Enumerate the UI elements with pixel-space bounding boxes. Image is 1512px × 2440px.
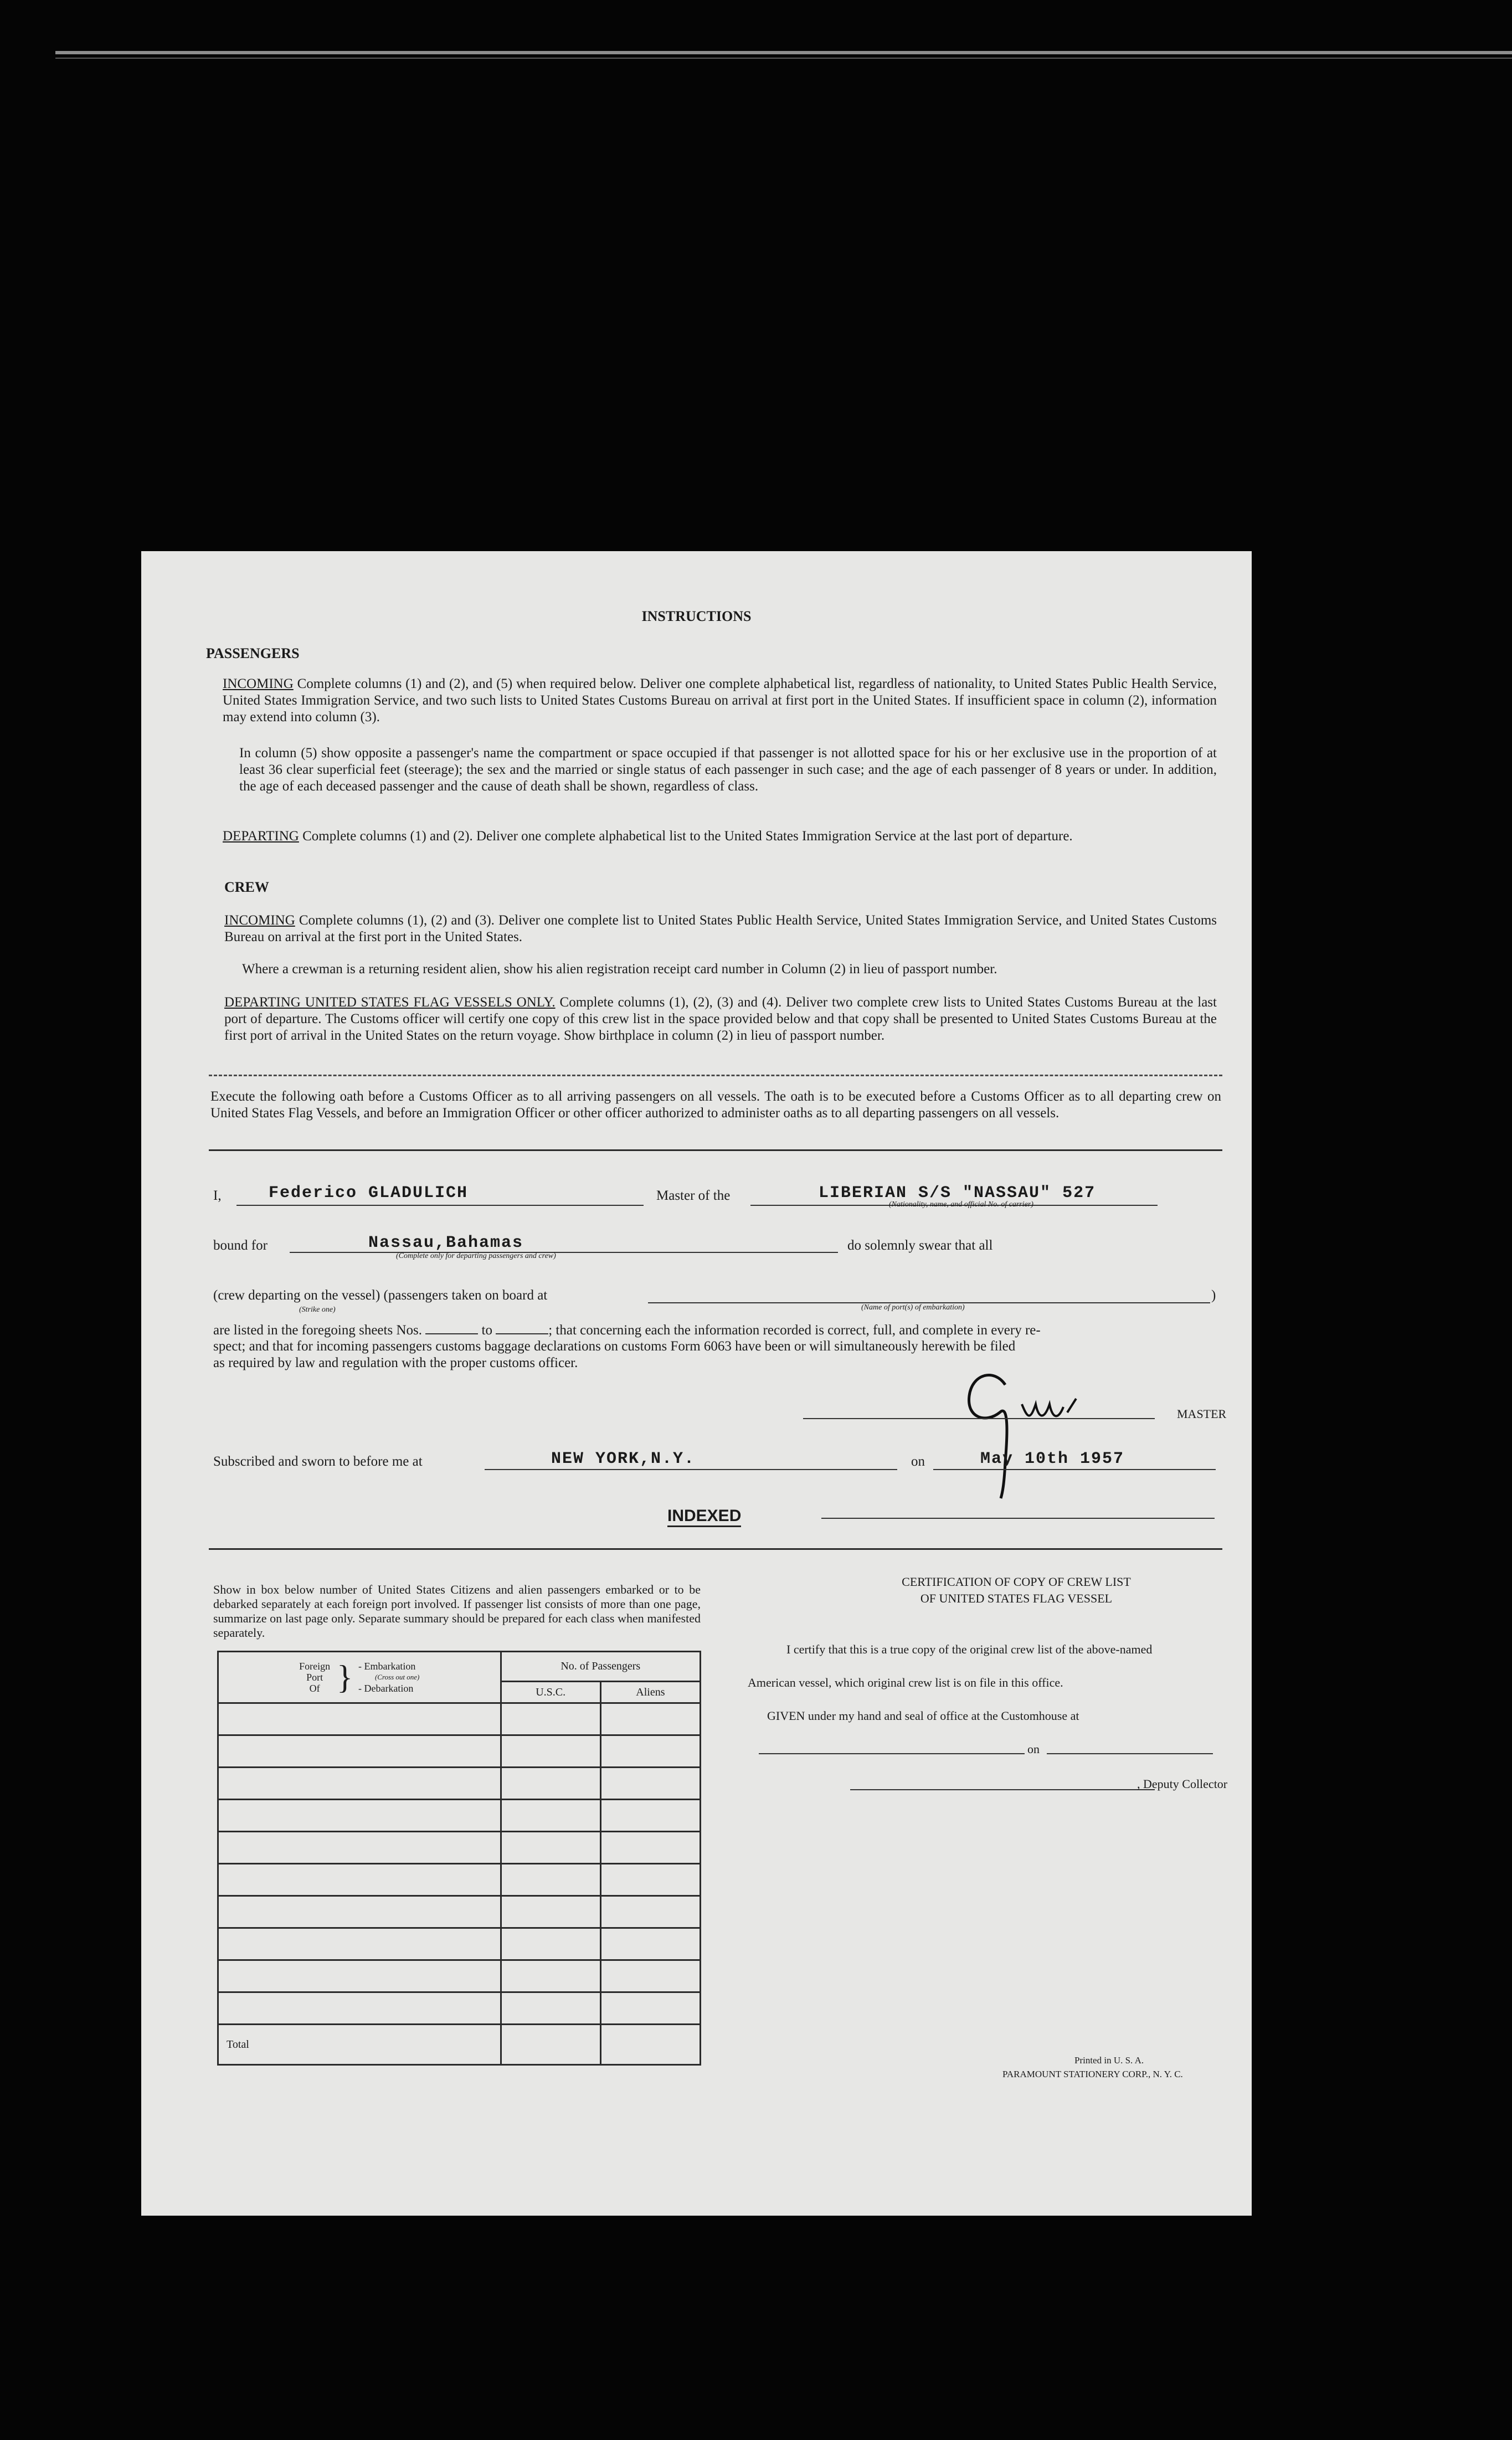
- table-row: [218, 1992, 701, 2025]
- table-row: [218, 1960, 701, 1992]
- bound-for-label: bound for: [213, 1238, 268, 1253]
- incoming-label: INCOMING: [223, 676, 294, 691]
- aliens-header: Aliens: [600, 1682, 700, 1703]
- vessel-caption: (Nationality, name, and official No. of carrier): [889, 1200, 1033, 1209]
- fill-line: [821, 1518, 1215, 1519]
- fill-line: [850, 1789, 1155, 1790]
- certification-text-1: I certify that this is a true copy of the original crew list of the above-named: [786, 1642, 1153, 1656]
- oath-intro: Execute the following oath before a Customs Officer as to all arriving passengers on all vessels. The oath is to be executed before a Customs Officer as to all departing crew on United States Flag Vessels, and before an Immigration Officer or other officer authorized to administer oaths as to all departing passengers on all vessels.: [210, 1089, 1221, 1121]
- printed-in-usa: Printed in U. S. A.: [1074, 2055, 1144, 2066]
- crew-heading: CREW: [224, 879, 269, 895]
- vessel-name: LIBERIAN S/S "NASSAU" 527: [819, 1184, 1096, 1203]
- passengers-heading: PASSENGERS: [206, 645, 300, 661]
- divider: [209, 1075, 1222, 1076]
- crew-resident-paragraph: Where a crewman is a returning resident alien, show his alien registration receipt card number in Column (2) in lieu of passport number.: [242, 962, 997, 977]
- passenger-summary-table: [217, 1651, 701, 2066]
- crew-departing-label: DEPARTING UNITED STATES FLAG VESSELS ONLY.: [224, 995, 556, 1010]
- divider: [209, 1548, 1222, 1550]
- destination-caption: (Complete only for departing passengers and crew): [396, 1252, 556, 1260]
- sheet-from-field: [425, 1323, 478, 1334]
- port-header-line-2: Port: [306, 1672, 323, 1683]
- cross-out-label: (Cross out one): [374, 1673, 420, 1681]
- fill-line: [485, 1469, 897, 1470]
- table-row: [218, 1735, 701, 1768]
- master-label: MASTER: [1177, 1407, 1227, 1421]
- sheet-to-field: [496, 1323, 548, 1334]
- fill-line: [236, 1205, 644, 1206]
- subscribed-label: Subscribed and sworn to before me at: [213, 1454, 423, 1469]
- no-passengers-header: No. of Passengers: [501, 1652, 700, 1682]
- sheets-prefix: are listed in the foregoing sheets Nos.: [213, 1323, 422, 1338]
- crew-incoming-text: Complete columns (1), (2) and (3). Deliver one complete list to United States Public Health Service, United States Immigration Service, and United States Customs Bureau on arrival at the first port in the United States.: [224, 913, 1217, 944]
- destination: Nassau,Bahamas: [368, 1234, 524, 1252]
- page-title: INSTRUCTIONS: [641, 608, 752, 624]
- table-row: [218, 1928, 701, 1960]
- fill-line: [290, 1252, 838, 1253]
- certification-text-2: American vessel, which original crew list is on file in this office.: [748, 1676, 1063, 1689]
- certification-title-2: OF UNITED STATES FLAG VESSEL: [920, 1591, 1113, 1605]
- master-signature: [939, 1352, 1216, 1501]
- certification-title-1: CERTIFICATION OF COPY OF CREW LIST: [902, 1575, 1131, 1589]
- fill-line: [933, 1469, 1216, 1470]
- table-row: [218, 1768, 701, 1800]
- i-label: I,: [213, 1188, 222, 1203]
- deputy-collector-label: , Deputy Collector: [1137, 1777, 1228, 1791]
- film-edge-line: [55, 58, 1512, 59]
- sworn-date: May 10th 1957: [980, 1450, 1125, 1468]
- crew-incoming-paragraph: [224, 912, 1217, 946]
- total-label: Total: [218, 2025, 501, 2065]
- indexed-stamp: INDEXED: [667, 1507, 741, 1527]
- master-name: Federico GLADULICH: [269, 1184, 469, 1203]
- table-row: [218, 1800, 701, 1832]
- crew-departing-text: Complete columns (1), (2), (3) and (4). Deliver two complete crew lists to United States Customs Bureau at the last port of departure. The Customs officer will certify one copy of this crew list in the space provided below and that copy shall be presented to United States Customs Bureau at the first port of arrival in the United States on the return voyage. Show birthplace in column (2) in lieu of passport number.: [224, 995, 1217, 1043]
- fill-line: [1047, 1753, 1213, 1754]
- certification-on-label: on: [1027, 1742, 1040, 1756]
- incoming-text: Complete columns (1) and (2), and (5) when required below. Deliver one complete alphabetical list, regardless of nationality, to United States Public Health Service, United States Immigration Service, and two such lists to United States Customs Bureau on arrival at first port in the United States. If insufficient space in column (2), information may extend into column (3).: [223, 676, 1217, 725]
- document-sheet: [141, 551, 1252, 2216]
- master-of-label: Master of the: [656, 1188, 731, 1203]
- swear-label: do solemnly swear that all: [847, 1238, 993, 1253]
- usc-header: U.S.C.: [501, 1682, 600, 1703]
- close-paren: ): [1211, 1288, 1216, 1303]
- sworn-place: NEW YORK,N.Y.: [551, 1450, 696, 1468]
- table-row: [218, 1864, 701, 1896]
- ports-caption: (Name of port(s) of embarkation): [861, 1303, 965, 1312]
- departing-text: Complete columns (1) and (2). Deliver one complete alphabetical list to the United States Immigration Service at the last port of departure.: [302, 829, 1073, 844]
- debarkation-label: - Debarkation: [358, 1683, 414, 1694]
- film-edge-line: [55, 51, 1512, 54]
- sheets-to: to: [481, 1323, 492, 1338]
- sheets-sentence: [213, 1322, 1232, 1339]
- port-header-line-3: Of: [309, 1683, 320, 1694]
- sheets-text-1: ; that concerning each the information recorded is correct, full, and complete in every re-: [548, 1323, 1041, 1338]
- port-header: Foreign Port Of } - Embarkation (Cross out one) - Debarkation: [218, 1652, 501, 1703]
- on-label: on: [911, 1454, 925, 1469]
- fill-line: [759, 1753, 1025, 1754]
- sheets-text-3: as required by law and regulation with the proper customs officer.: [213, 1355, 578, 1370]
- printer-credit: PARAMOUNT STATIONERY CORP., N. Y. C.: [1002, 2069, 1183, 2079]
- crew-incoming-label: INCOMING: [224, 913, 295, 928]
- signature-line: [803, 1418, 1155, 1419]
- strike-one-caption: (Strike one): [299, 1306, 336, 1314]
- passengers-departing-paragraph: [223, 828, 1217, 845]
- summary-instructions: Show in box below number of United States Citizens and alien passengers embarked or to be debarked separately at each foreign port involved. If passenger list consists of more than one page, summarize on last page only. Separate summary should be prepared for each class when manifested separately.: [213, 1583, 701, 1640]
- passengers-incoming-paragraph: [223, 676, 1217, 726]
- table-row: [218, 1896, 701, 1928]
- sheets-text-2: spect; and that for incoming passengers customs baggage declarations on customs Form 6063 have been or will simultaneously herewith be filed: [213, 1339, 1016, 1354]
- embarkation-label: - Embarkation: [358, 1661, 416, 1672]
- port-header-line-1: Foreign: [299, 1661, 331, 1672]
- crew-departing-choice: (crew departing on the vessel) (passengers taken on board at: [213, 1288, 548, 1303]
- crew-departing-paragraph: [224, 994, 1217, 1044]
- table-row: [218, 1703, 701, 1735]
- total-row: [218, 2025, 701, 2065]
- divider: [209, 1149, 1222, 1151]
- column5-paragraph: In column (5) show opposite a passenger's name the compartment or space occupied if that passenger is not allotted space for his or her exclusive use in the proportion of at least 36 clear superficial feet (steerage); the sex and the married or single status of each passenger in such case; and the age of each passenger of 8 years or under. In addition, the age of each deceased passenger and the cause of death shall be shown, regardless of class.: [239, 746, 1217, 794]
- departing-label: DEPARTING: [223, 829, 299, 844]
- certification-text-3: GIVEN under my hand and seal of office at the Customhouse at: [767, 1709, 1079, 1723]
- table-row: [218, 1832, 701, 1864]
